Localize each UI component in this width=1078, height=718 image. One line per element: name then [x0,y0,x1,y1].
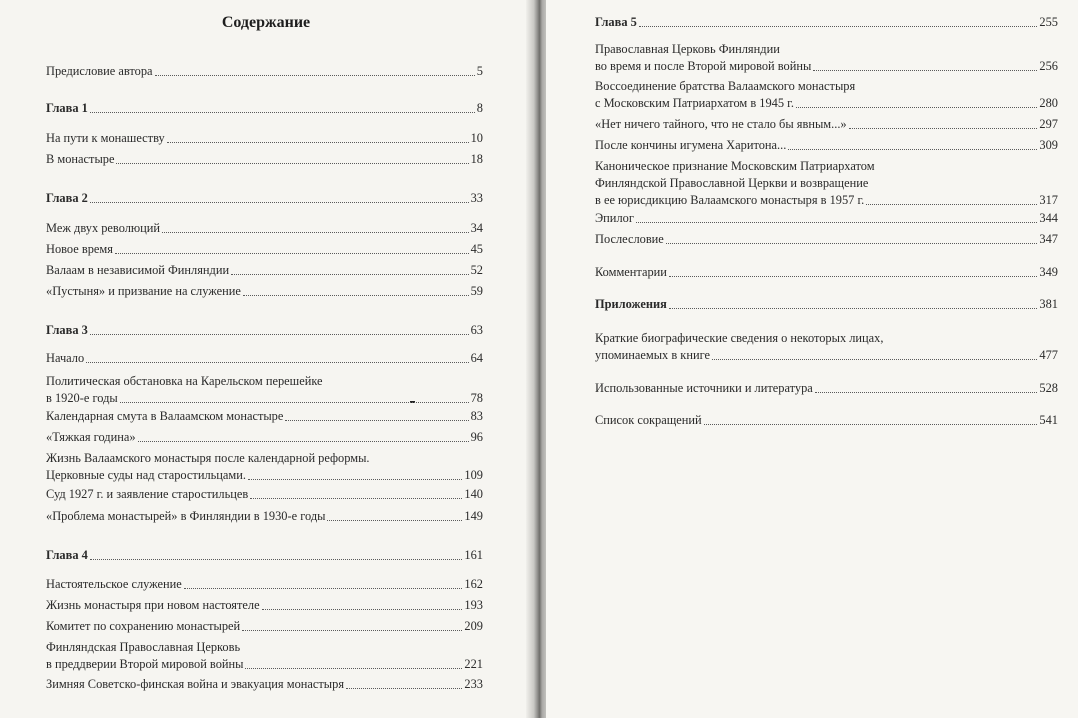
toc-entry [46,597,483,614]
toc-entry-title: Финляндская Православная Церковь [46,640,241,654]
dot-leader [813,69,1037,71]
toc-entry-title: Новое время [46,242,113,256]
toc-page-number: 317 [1039,193,1058,207]
toc-entry-title: «Нет ничего тайного, что не стало бы явным...» [595,117,847,131]
toc-entry-title: Политическая обстановка на Карельском перешейке [46,374,323,388]
toc-entry-title: Финляндской Православной Церкви и возвращение [595,176,869,190]
toc-entry-title: В монастыре [46,152,115,166]
toc-entry-title: Православная Церковь Финляндии [595,42,780,56]
toc-entry-title: На пути к монашеству [46,131,165,145]
page-title: Содержание [221,14,311,31]
toc-page-number: 541 [1039,413,1058,427]
dot-leader [90,111,475,113]
toc-entry-title: Жизнь монастыря при новом настоятеле [46,598,260,612]
toc-entry [595,412,1058,429]
dot-leader [162,231,469,233]
dot-leader [115,252,469,254]
toc-entry-title: Глава 2 [46,191,88,205]
toc-page-number: 45 [470,242,483,256]
toc-entry-title: Жизнь Валаамского монастыря после календарной реформы. [46,451,370,465]
toc-entry-title: Церковные суды над старостильцами. [46,468,246,482]
toc-entry [46,639,483,673]
toc-page-number: 528 [1039,381,1058,395]
dot-leader [250,497,462,499]
dot-leader [636,221,1038,223]
toc-chapter-entry [46,547,483,564]
dot-leader [231,273,468,275]
dot-leader [243,294,469,296]
toc-entry [595,210,1058,227]
dot-leader [242,629,462,631]
toc-entry [46,450,483,484]
dot-leader [120,401,469,403]
toc-entry-title: Использованные источники и литература [595,381,813,395]
toc-page-number: 78 [470,391,483,405]
toc-entry-title: «Тяжкая година» [46,430,136,444]
toc-entry-title: Эпилог [595,211,634,225]
toc-entry [46,486,483,503]
toc-page-number: 309 [1039,138,1058,152]
dot-leader [248,478,462,480]
toc-entry [46,508,483,525]
dot-leader [184,587,463,589]
toc-entry-title: Валаам в независимой Финляндии [46,263,230,277]
dot-leader [167,141,469,143]
toc-entry-title: Глава 3 [46,323,88,337]
toc-page-number: 64 [470,351,483,365]
toc-page-number: 63 [470,323,483,337]
dot-leader [155,74,475,76]
toc-chapter-entry [46,322,483,339]
dot-leader [815,391,1038,393]
toc-entry [595,380,1058,397]
toc-chapter-entry [46,190,483,207]
toc-entry [595,231,1058,248]
toc-entry [46,283,483,300]
toc-page-number: 149 [464,509,483,523]
toc-entry [46,429,483,446]
right-page [546,0,1078,718]
toc-entry [595,158,1058,209]
toc-entry [46,576,483,593]
toc-entry-title: После кончины игумена Харитона... [595,138,787,152]
toc-page-number: 34 [470,221,483,235]
dot-leader [704,423,1038,425]
toc-page-number: 255 [1039,15,1058,29]
dot-leader [866,203,1037,205]
toc-entry-title: с Московским Патриархатом в 1945 г. [595,96,794,110]
toc-entry-title: Глава 1 [46,101,88,115]
toc-entry [595,116,1058,133]
dot-leader [346,687,462,689]
toc-entry-title: «Проблема монастырей» в Финляндии в 1930-е годы [46,509,326,523]
toc-entry [595,264,1058,281]
dot-leader [666,242,1038,244]
toc-entry-title: Глава 4 [46,548,88,562]
toc-entry [46,241,483,258]
toc-entry [46,676,483,693]
toc-page-number: 221 [464,657,483,671]
dot-leader [788,148,1037,150]
toc-entry [46,350,483,367]
toc-page-number: 347 [1039,232,1058,246]
dot-leader [116,162,468,164]
dot-leader [327,519,462,521]
toc-page-number: 233 [464,677,483,691]
toc-page-number: 162 [464,577,483,591]
toc-entry-title: «Пустыня» и призвание на служение [46,284,241,298]
toc-page-number: 256 [1039,59,1058,73]
toc-entry-title: Каноническое признание Московским Патриархатом [595,159,875,173]
dot-leader [849,127,1038,129]
toc-entry-title: в 1920-е годы [46,391,118,405]
dot-leader [796,106,1037,108]
toc-entry-title: в преддверии Второй мировой войны [46,657,244,671]
toc-entry [46,63,483,80]
dot-leader [90,201,469,203]
toc-entry-title: Суд 1927 г. и заявление старостильцев [46,487,249,501]
toc-page-number: 10 [470,131,483,145]
toc-page-number: 161 [464,548,483,562]
toc-entry [595,41,1058,75]
toc-page-number: 8 [476,101,483,115]
toc-page-number: 280 [1039,96,1058,110]
toc-entry-title: Предисловие автора [46,64,153,78]
dot-leader [90,333,469,335]
toc-page-number: 18 [470,152,483,166]
toc-chapter-entry [595,14,1058,31]
toc-page-number: 349 [1039,265,1058,279]
toc-page-number: 96 [470,430,483,444]
toc-entry [595,137,1058,154]
toc-entry [46,151,483,168]
toc-entry-title: Комментарии [595,265,667,279]
toc-entry-title: Приложения [595,297,667,311]
toc-entry-title: Календарная смута в Валаамском монастыре [46,409,284,423]
toc-entry-title: Краткие биографические сведения о некоторых лицах, [595,331,884,345]
toc-page-number: 344 [1039,211,1058,225]
toc-entry [46,220,483,237]
toc-entry-title: Послесловие [595,232,664,246]
toc-page-number: 5 [476,64,483,78]
toc-page-number: 193 [464,598,483,612]
dot-leader [669,307,1038,309]
dot-leader [262,608,463,610]
toc-entry [595,78,1058,112]
dot-leader [639,25,1038,27]
toc-entry [595,330,1058,364]
toc-entry [46,373,483,407]
toc-entry-title: Настоятельское служение [46,577,182,591]
toc-page-number: 477 [1039,348,1058,362]
toc-entry-title: Глава 5 [595,15,637,29]
dot-leader [86,361,468,363]
toc-entry-title: Комитет по сохранению монастырей [46,619,241,633]
toc-entry-title: упоминаемых в книге [595,348,710,362]
toc-page-number: 140 [464,487,483,501]
toc-entry-title: во время и после Второй мировой войны [595,59,812,73]
dot-leader [712,358,1037,360]
toc-page-number: 52 [470,263,483,277]
toc-chapter-entry [595,296,1058,313]
toc-page-number: 381 [1039,297,1058,311]
dot-leader [669,275,1037,277]
toc-entry [46,408,483,425]
toc-entry-title: Зимняя Советско-финская война и эвакуация монастыря [46,677,345,691]
dot-leader [245,667,462,669]
dot-leader [285,419,468,421]
toc-entry [46,130,483,147]
dot-leader [90,558,463,560]
toc-entry-title: Меж двух революций [46,221,161,235]
toc-entry-title: в ее юрисдикцию Валаамского монастыря в 1957 г. [595,193,865,207]
toc-page-number: 297 [1039,117,1058,131]
toc-page-number: 83 [470,409,483,423]
toc-entry-title: Начало [46,351,85,365]
toc-entry [46,618,483,635]
dot-leader [138,440,469,442]
toc-chapter-entry [46,100,483,117]
toc-page-number: 209 [464,619,483,633]
toc-page-number: 33 [470,191,483,205]
toc-page-number: 59 [470,284,483,298]
toc-entry-title: Воссоединение братства Валаамского монастыря [595,79,856,93]
toc-entry-title: Список сокращений [595,413,702,427]
left-page [0,0,532,718]
toc-page-number: 109 [464,468,483,482]
toc-entry [46,262,483,279]
